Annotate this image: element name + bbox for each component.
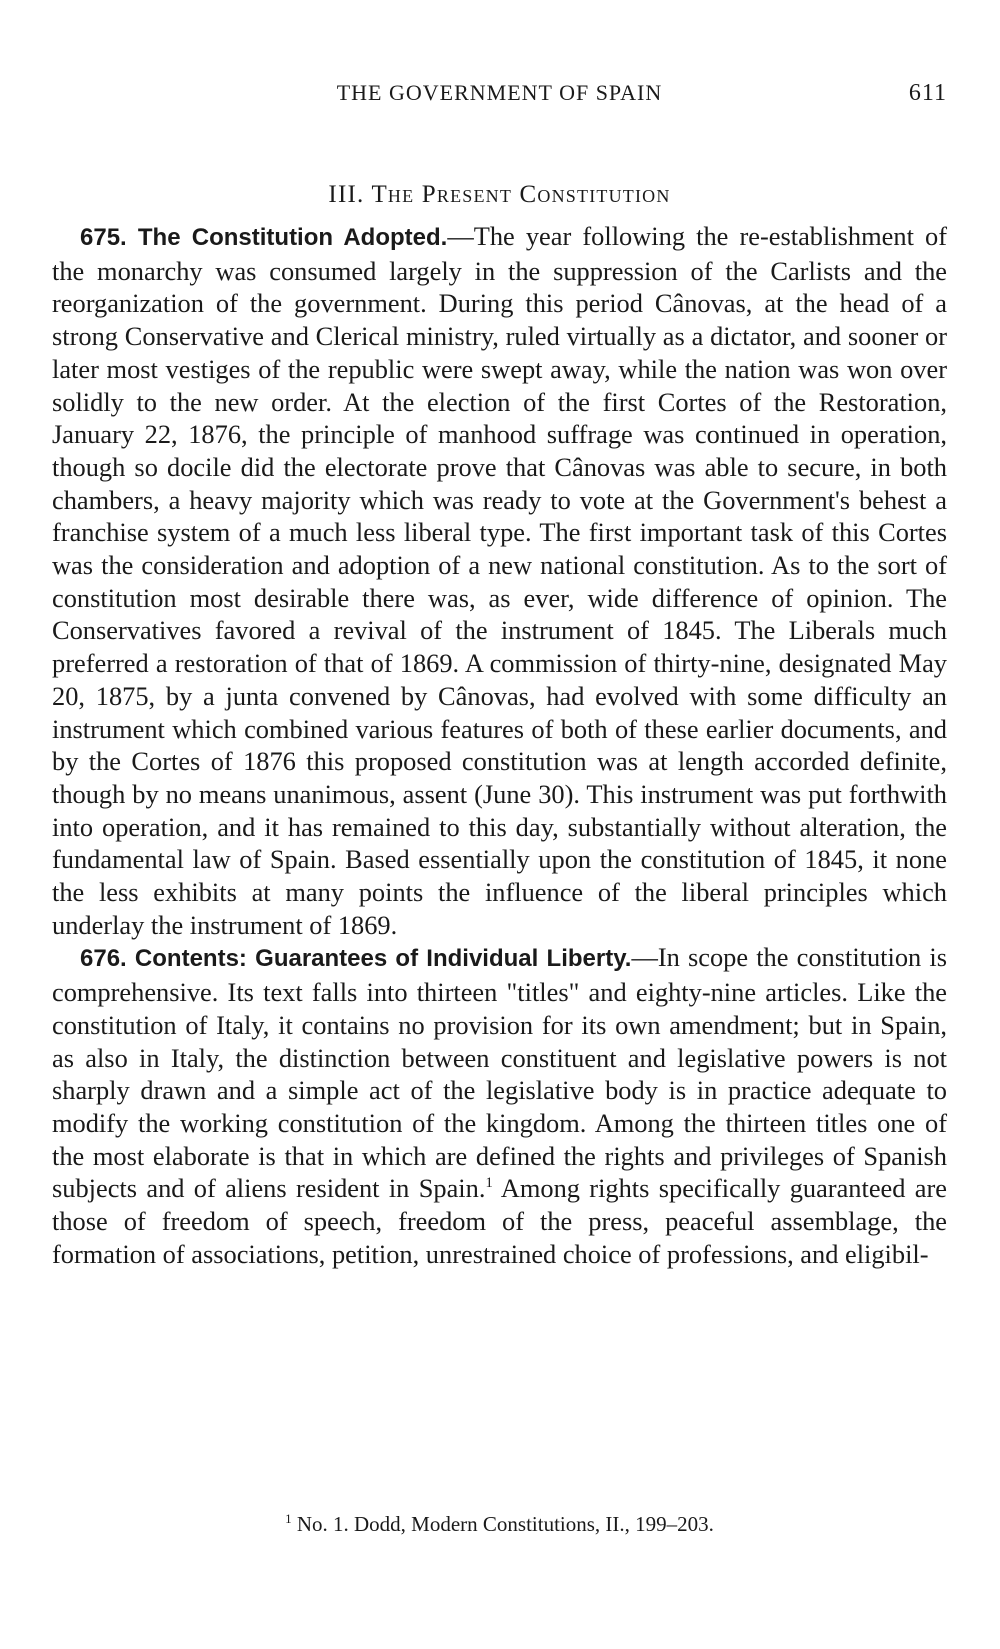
- body-text: [52, 220, 947, 1271]
- paragraph-heading: 675. The Constitution Adopted.: [80, 224, 448, 251]
- paragraph-text-continued: Among rights specifically guaranteed are those of freedom of speech, freedom of the press, peaceful assemblage, the formation of associations, petition, unrestrained choice of professions, and eligibil-: [52, 1173, 947, 1269]
- page-number: 611: [908, 80, 947, 106]
- footnote: [52, 1509, 947, 1539]
- paragraph-675: [52, 220, 947, 941]
- running-header: [52, 78, 947, 108]
- footnote-marker: 1: [285, 1511, 292, 1526]
- paragraph-676: [52, 941, 947, 1270]
- footnote-text: No. 1. Dodd, Modern Constitutions, II., 199–203.: [291, 1512, 714, 1536]
- paragraph-text: —In scope the constitution is comprehensive. Its text falls into thirteen "titles" and eighty-nine articles. Like the constitution of Italy, it contains no provision for its own amendment; but in Spain, as also in Italy, the distinction between constituent and legislative powers is not sharply drawn and a simple act of the legislative body is in practice adequate to modify the working constitution of the kingdom. Among the thirteen titles one of the most elaborate is that in which are defined the rights and privileges of Spanish subjects and of aliens resident in Spain.: [52, 942, 947, 1204]
- section-heading: III. The Present Constitution: [328, 181, 671, 208]
- footnote-reference: 1: [485, 1175, 493, 1192]
- running-title: THE GOVERNMENT OF SPAIN: [336, 80, 663, 105]
- paragraph-heading: 676. Contents: Guarantees of Individual Liberty.: [80, 945, 632, 973]
- paragraph-text: —The year following the re-establishment of the monarchy was consumed largely in the suppression of the Carlists and the reorganization of the government. During this period Cânovas, at the head of a strong Conservative and Clerical ministry, ruled virtually as a dictator, and sooner or later most vestiges of the republic were swept away, while the nation was won over solidly to the new order. At the election of the first Cortes of the Restoration, January 22, 1876, the principle of manhood suffrage was continued in operation, though so docile did the electorate prove that Cânovas was able to secure, in both chambers, a heavy majority which was ready to vote at the Government's behest a franchise system of a much less liberal type. The first important task of this Cortes was the consideration and adoption of a new national constitution. As to the sort of constitution most desirable there was, as ever, wide difference of opinion. The Conservatives favored a revival of the instrument of 1845. The Liberals much preferred a restoration of that of 1869. A commission of thirty-nine, designated May 20, 1875, by a junta convened by Cânovas, had evolved with some difficulty an instrument which combined various features of both of these earlier documents, and by the Cortes of 1876 this proposed constitution was at length accorded definite, though by no means unanimous, assent (June 30). This instrument was put forthwith into operation, and it has remained to this day, substantially without alteration, the fundamental law of Spain. Based essentially upon the constitution of 1845, it none the less exhibits at many points the influence of the liberal principles which underlay the instrument of 1869.: [52, 221, 947, 940]
